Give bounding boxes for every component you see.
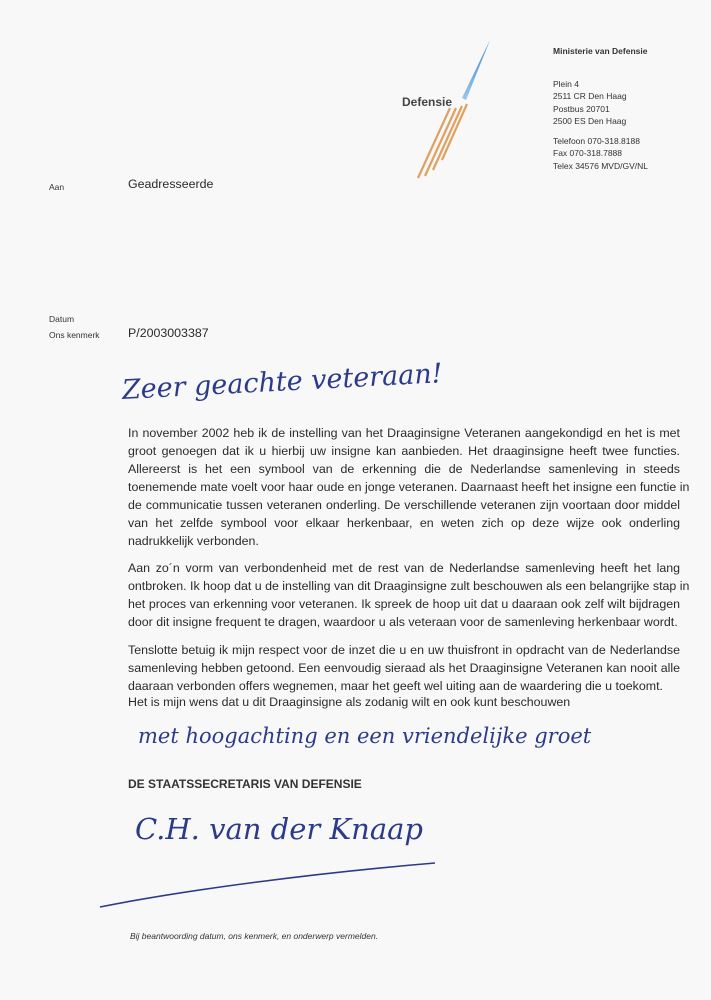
body-line: Allereerst is het een symbool van de erkenning die de Nederlandse samenleving in steeds bbox=[128, 462, 680, 476]
closing-handwritten: met hoogachting en een vriendelijke groet bbox=[138, 724, 592, 748]
logo-text: Defensie bbox=[402, 95, 453, 109]
body-line: daaraan verbonden offers wegnemen, maar het geeft wel uiting aan de waardering die u toekomt. bbox=[128, 679, 663, 693]
body-line: het proces van erkenning voor veteranen. Ik spreek de hoop uit dat u daaraan ook zelf wilt bijdragen bbox=[128, 597, 680, 611]
body-line: de communicatie tussen veteranen onderling. De verschillende veteranen zijn voortaan door middel bbox=[128, 498, 680, 512]
recipient-label: Aan bbox=[49, 182, 65, 192]
body-line: toenemende mate voelt voor haar oude en jonge veteranen. Daarnaast heeft het insigne een functie in bbox=[128, 480, 690, 494]
body-line: door dit insigne frequent te dragen, waardoor u als veteraan voor de samenleving herkenbaar wordt. bbox=[128, 615, 678, 629]
address-line: Postbus 20701 bbox=[553, 103, 610, 114]
date-label: Datum bbox=[49, 314, 75, 324]
contact-line: Telex 34576 MVD/GV/NL bbox=[553, 160, 648, 171]
sender-contact bbox=[553, 135, 648, 172]
body-line: In november 2002 heb ik de instelling van het Draaginsigne Veteranen aangekondigd en het is met bbox=[128, 426, 680, 440]
signatory-title: DE STAATSSECRETARIS VAN DEFENSIE bbox=[128, 777, 362, 791]
footer-note: Bij beantwoording datum, ons kenmerk, en onderwerp vermelden. bbox=[130, 931, 379, 941]
reference-value: P/2003003387 bbox=[128, 326, 209, 340]
body-line: Tenslotte betuig ik mijn respect voor de inzet die u en uw thuisfront in opdracht van de Nederlandse bbox=[128, 643, 680, 657]
body-line: groot genoegen dat ik u hierbij uw insigne kan aanbieden. Het draaginsigne heeft twee functies. bbox=[128, 444, 680, 458]
body-line: Aan zo´n vorm van verbondenheid met de rest van de Nederlandse samenleving heeft het lang bbox=[128, 561, 680, 575]
recipient-value: Geadresseerde bbox=[128, 177, 214, 191]
address-line: Plein 4 bbox=[553, 79, 579, 89]
body-line: ontbroken. Ik hoop dat u de instelling van dit Draaginsigne zult beschouwen als een belangrijke stap in bbox=[128, 579, 690, 593]
body-line: Het is mijn wens dat u dit Draaginsigne als zodanig wilt en ook kunt beschouwen bbox=[128, 695, 571, 709]
body-line: nadrukkelijk verbonden. bbox=[128, 534, 259, 548]
address-line: 2511 CR Den Haag bbox=[553, 91, 627, 102]
signature: C.H. van der Knaap bbox=[135, 812, 423, 846]
salutation-handwritten: Zeer geachte veteraan! bbox=[121, 358, 444, 406]
ministry-name: Ministerie van Defensie bbox=[553, 46, 648, 56]
body-line: samenleving hebben getoond. Een eenvoudig sieraad als het Draaginsigne Veteranen kan nooit alle bbox=[128, 661, 680, 675]
signature-underline-icon bbox=[95, 855, 440, 915]
reference-label: Ons kenmerk bbox=[49, 330, 100, 340]
body-line: van het zelfde symbool voor elkaar herkenbaar, en weten zich op deze wijze ook onderling bbox=[128, 516, 680, 530]
address-line: 2500 ES Den Haag bbox=[553, 115, 627, 126]
contact-line: Telefoon 070-318.8188 bbox=[553, 136, 640, 146]
defensie-logo-icon bbox=[400, 38, 500, 183]
contact-line: Fax 070-318.7888 bbox=[553, 148, 622, 159]
sender-address bbox=[553, 78, 627, 127]
